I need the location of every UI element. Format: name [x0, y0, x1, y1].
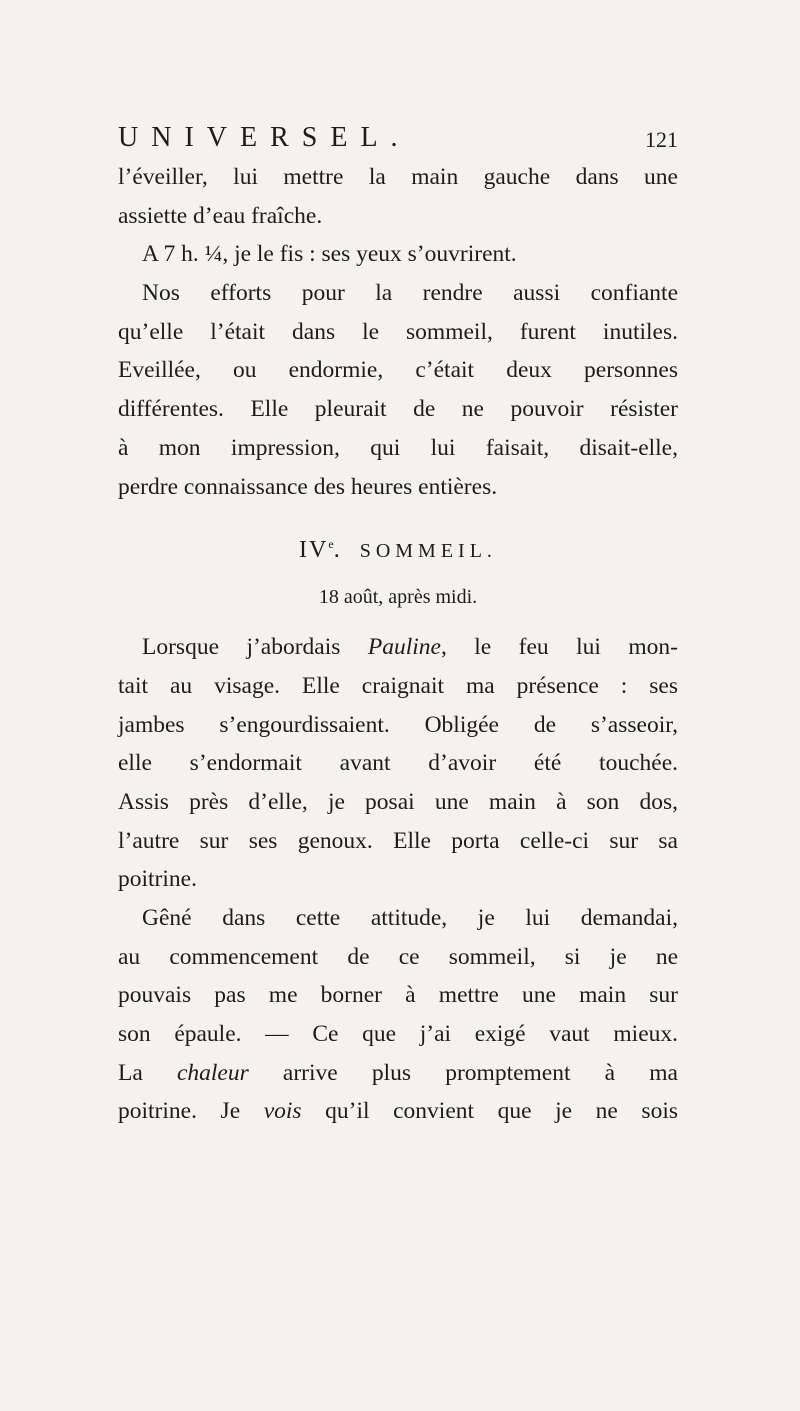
italic-name: Pauline [367, 634, 441, 661]
italic-word: vois [263, 1098, 302, 1125]
line-prefix: Lorsque j’abordais [142, 634, 368, 661]
section-date: 18 août, après midi. [318, 586, 478, 609]
time-fraction: ¼ [204, 241, 223, 268]
text-line: différentes. Elle pleurait de ne pouvoir résister [118, 396, 678, 423]
page-number: 121 [645, 127, 678, 152]
paragraph-4 [118, 628, 678, 899]
page-header [118, 118, 678, 158]
line-suffix: qu’il convient que je ne sois [301, 1098, 679, 1125]
text-line: pouvais pas me borner à mettre une main sur [118, 982, 678, 1009]
text-line [118, 235, 678, 274]
italic-word: chaleur [176, 1059, 249, 1086]
time-prefix: A 7 h. [142, 241, 205, 268]
paragraph-3 [118, 274, 678, 506]
text-line: son épaule. — Ce que j’ai exigé vaut mieux. [118, 1021, 678, 1048]
running-title: UNIVERSEL. [118, 122, 411, 153]
section-heading [118, 514, 678, 574]
line-suffix: arrive plus promptement à ma [248, 1059, 678, 1086]
line-prefix: poitrine. Je [118, 1098, 264, 1125]
text-line: assiette d’eau fraîche. [118, 202, 323, 229]
section-number: IV [299, 537, 329, 564]
text-line [118, 1054, 678, 1093]
time-suffix: , je le fis : ses yeux s’ouvrirent. [222, 241, 517, 268]
line-suffix: , le feu lui mon- [440, 634, 678, 661]
section-title: SOMMEIL. [359, 540, 497, 563]
text-line: poitrine. [118, 866, 197, 893]
text-line: jambes s’engourdissaient. Obligée de s’asseoir, [118, 711, 678, 738]
line-prefix: La [118, 1059, 177, 1086]
text-line: à mon impression, qui lui faisait, disait-elle, [118, 434, 678, 461]
body-text [118, 158, 678, 1131]
section-number-dot: . [333, 537, 340, 564]
text-line: qu’elle l’était dans le sommeil, furent inutiles. [118, 318, 678, 345]
text-line [118, 1092, 678, 1131]
text-line: perdre connaissance des heures entières. [118, 473, 498, 500]
text-line: au commencement de ce sommeil, si je ne [118, 943, 678, 970]
paragraph-2 [118, 235, 678, 274]
text-line: l’éveiller, lui mettre la main gauche dans une [118, 164, 678, 190]
text-line [118, 628, 678, 667]
section-number-suffix: e [328, 537, 334, 552]
text-line: elle s’endormait avant d’avoir été touchée. [118, 750, 678, 777]
paragraph-5 [118, 899, 678, 1131]
text-line: l’autre sur ses genoux. Elle porta celle-ci sur sa [118, 827, 678, 854]
text-line: Nos efforts pour la rendre aussi confiante [142, 280, 678, 307]
text-line: tait au visage. Elle craignait ma présence : ses [118, 672, 678, 699]
text-line: Gêné dans cette attitude, je lui demandai, [142, 905, 678, 931]
text-line: Eveillée, ou endormie, c’était deux personnes [118, 357, 678, 384]
paragraph-1 [118, 158, 678, 235]
text-line: Assis près d’elle, je posai une main à son dos, [118, 788, 678, 815]
